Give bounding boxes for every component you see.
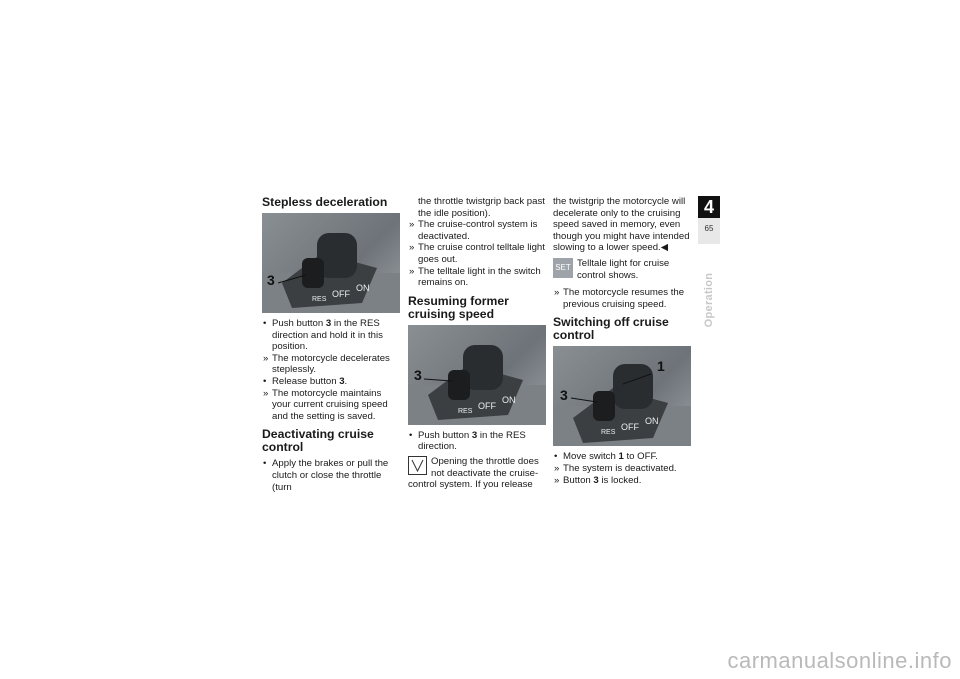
- result-marker: »: [409, 242, 415, 254]
- result-item: [408, 266, 546, 289]
- result-item: [262, 388, 400, 423]
- res-label: RES: [312, 296, 327, 303]
- note-text: Opening the throttle does not deactivate the cruise-control system. If you release: [408, 455, 539, 491]
- watermark: carmanualsonline.info: [727, 648, 952, 673]
- result-marker: »: [554, 287, 560, 299]
- text: .: [344, 375, 348, 387]
- text: Release button: [272, 375, 340, 387]
- heading-switching-off: Switching off cruise control: [553, 315, 669, 343]
- action-item: [408, 430, 546, 453]
- result-marker: »: [409, 219, 415, 231]
- action-item: [262, 376, 400, 388]
- text: Button: [563, 474, 594, 486]
- callout-1: 1: [657, 358, 665, 375]
- action-item: [262, 458, 400, 493]
- result-marker: »: [263, 387, 269, 399]
- ref-number: 3: [325, 318, 332, 329]
- result-marker: »: [554, 474, 560, 486]
- ref-number: 3: [471, 429, 478, 441]
- action-item: [553, 451, 691, 463]
- chapter-number: 4: [703, 197, 714, 217]
- text: Push button: [272, 318, 326, 329]
- column-1: [262, 196, 400, 493]
- handlebar-switch-illustration: [262, 213, 400, 313]
- result-item: [408, 219, 546, 242]
- callout-3: 3: [267, 272, 275, 288]
- ref-number: 3: [593, 474, 599, 486]
- heading-resuming: Resuming former cruising speed: [408, 293, 509, 321]
- text: The motorcycle maintains your current cruising speed and the setting is saved.: [272, 387, 388, 422]
- on-label: ON: [645, 416, 659, 427]
- continued-text: [408, 196, 546, 219]
- text: Apply the brakes or pull the clutch or close the throttle (turn: [272, 458, 389, 493]
- note-icon: [408, 456, 427, 475]
- off-label: OFF: [621, 422, 639, 433]
- text: Push button: [418, 429, 472, 441]
- bullet-marker: •: [554, 451, 558, 463]
- off-label: OFF: [478, 400, 496, 411]
- text: in the RES direction and hold it in this position.: [272, 318, 383, 353]
- result-marker: »: [263, 352, 269, 364]
- text: the throttle twistgrip back past the idle position).: [418, 196, 545, 219]
- note-block: [408, 456, 546, 491]
- set-telltale-icon: SET: [553, 258, 573, 278]
- heading-deactivating: Deactivating cruise control: [262, 427, 374, 455]
- text: is locked.: [598, 474, 642, 486]
- switch-photo-3: [553, 346, 691, 446]
- telltale-text: Telltale light for cruise control shows.: [577, 257, 670, 281]
- callout-3: 3: [560, 387, 568, 404]
- handlebar-switch-illustration: [408, 325, 546, 425]
- text: The motorcycle resumes the previous cruising speed.: [563, 287, 685, 310]
- result-item: [553, 463, 691, 475]
- end-mark-icon: ◀: [660, 242, 669, 254]
- switch-photo-1: [262, 213, 400, 313]
- telltale-block: [553, 258, 691, 281]
- result-item: [553, 287, 691, 310]
- text: The motorcycle decelerates steplessly.: [272, 352, 390, 376]
- text: The system is deactivated.: [563, 462, 677, 474]
- bullet-marker: •: [263, 375, 267, 387]
- page-number: 65: [704, 224, 714, 233]
- res-label: RES: [601, 429, 616, 437]
- on-label: ON: [502, 394, 516, 405]
- heading-stepless-deceleration: Stepless deceleration: [262, 195, 388, 209]
- ref-number: 1: [618, 451, 624, 463]
- text: the twistgrip the motorcycle will decelerate only to the cruising speed saved in memory, even though you might have intended slowing to a lower speed.: [553, 196, 690, 254]
- bullet-marker: •: [263, 458, 267, 470]
- text: The telltale light in the switch remains on.: [418, 265, 541, 289]
- continued-paragraph: [553, 196, 691, 254]
- text: The cruise-control system is deactivated.: [418, 219, 538, 242]
- text: in the RES direction.: [418, 429, 526, 453]
- action-item: [262, 318, 400, 353]
- result-item: [262, 353, 400, 376]
- handlebar-switch-illustration: [553, 346, 691, 446]
- result-marker: »: [554, 462, 560, 474]
- text: to OFF.: [623, 451, 658, 463]
- callout-3: 3: [414, 366, 422, 383]
- switch-photo-2: [408, 325, 546, 425]
- text: The cruise control telltale light goes out.: [418, 242, 545, 265]
- column-3: [553, 196, 691, 486]
- column-2: [408, 196, 546, 491]
- chapter-side-label: Operation: [703, 272, 715, 328]
- text: Move switch: [563, 451, 619, 463]
- res-label: RES: [458, 407, 473, 415]
- off-label: OFF: [332, 289, 350, 299]
- on-label: ON: [356, 283, 370, 293]
- ref-number: 3: [339, 375, 345, 387]
- bullet-marker: •: [263, 318, 267, 329]
- bullet-marker: •: [409, 429, 413, 441]
- chapter-tab: [698, 196, 720, 244]
- result-marker: »: [409, 265, 415, 277]
- result-item: [408, 242, 546, 265]
- result-item: [553, 475, 691, 487]
